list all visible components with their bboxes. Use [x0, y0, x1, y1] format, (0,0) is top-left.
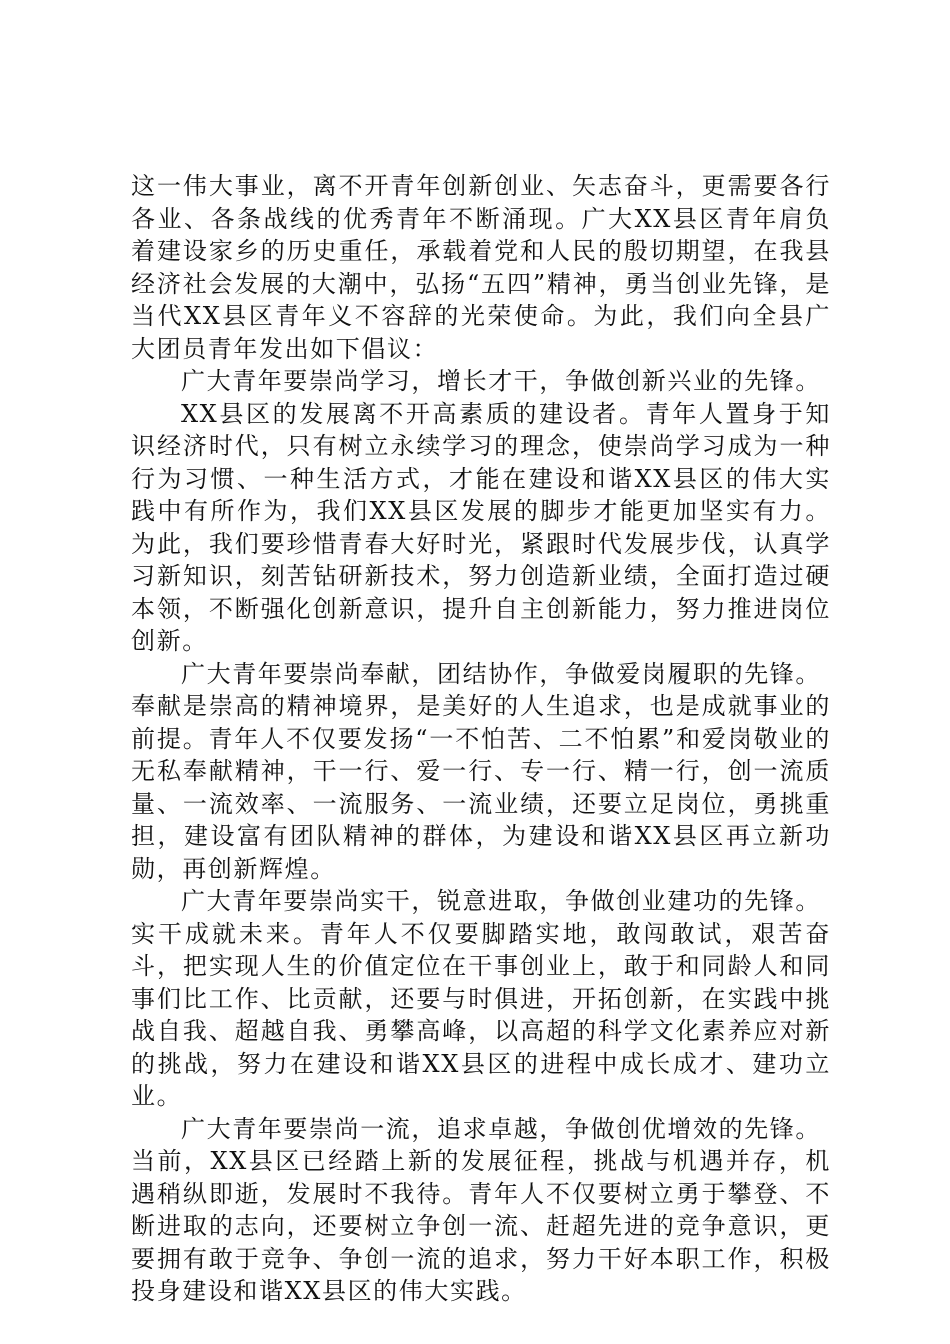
paragraph-heading-study: 广大青年要崇尚学习，增长才干，争做创新兴业的先锋。 [181, 367, 821, 395]
paragraph-heading-hard-work: 广大青年要崇尚实干，锐意进取，争做创业建功的先锋。 [181, 887, 821, 915]
paragraph-hard-work: 实干成就未来。青年人不仅要脚踏实地，敢闯敢试，艰苦奋斗，把实现人生的价值定位在干事创业上，敢于和同龄人和同事们比工作、比贡献，还要与时俱进，开拓创新，在实践中挑战自我、超越自我、勇攀高峰，以高超的科学文化素养应对新的挑战，努力在建设和谐XX县区的进程中成长成才、建功立业。 [131, 919, 831, 1110]
paragraph-heading-dedication: 广大青年要崇尚奉献，团结协作，争做爱岗履职的先锋。 [181, 659, 821, 688]
paragraph-dedication: 奉献是崇高的精神境界，是美好的人生追求，也是成就事业的前提。青年人不仅要发扬“一不怕苦、二不怕累”和爱岗敬业的无私奉献精神，干一行、爱一行、专一行、精一行，创一流质量、一流效率、一流服务、一流业绩，还要立足岗位，勇挑重担，建设富有团队精神的群体，为建设和谐XX县区再立新功勋，再创新辉煌。 [131, 692, 831, 883]
paragraph-study: XX县区的发展离不开高素质的建设者。青年人置身于知识经济时代，只有树立永续学习的理念，使崇尚学习成为一种行为习惯、一种生活方式，才能在建设和谐XX县区的伟大实践中有所作为，我们XX县区发展的脚步才能更加坚实有力。为此，我们要珍惜青春大好时光，紧跟时代发展步伐，认真学习新知识，刻苦钻研新技术，努力创造新业绩，全面打造过硬本领，不断强化创新意识，提升自主创新能力，努力推进岗位创新。 [131, 399, 831, 655]
document-body [131, 170, 831, 1308]
paragraph-heading-excellence: 广大青年要崇尚一流，追求卓越，争做创优增效的先锋。 [181, 1114, 821, 1143]
paragraph-intro: 这一伟大事业，离不开青年创新创业、矢志奋斗，更需要各行各业、各条战线的优秀青年不断涌现。广大XX县区青年肩负着建设家乡的历史重任，承载着党和人民的殷切期望，在我县经济社会发展的大潮中，弘扬“五四”精神，勇当创业先锋，是当代XX县区青年义不容辞的光荣使命。为此，我们向全县广大团员青年发出如下倡议： [131, 172, 831, 363]
paragraph-excellence: 当前，XX县区已经踏上新的发展征程，挑战与机遇并存，机遇稍纵即逝，发展时不我待。青年人不仅要树立勇于攀登、不断进取的志向，还要树立争创一流、赶超先进的竞争意识，更要拥有敢于竞争、争创一流的追求，努力干好本职工作，积极投身建设和谐XX县区的伟大实践。 [131, 1147, 831, 1305]
